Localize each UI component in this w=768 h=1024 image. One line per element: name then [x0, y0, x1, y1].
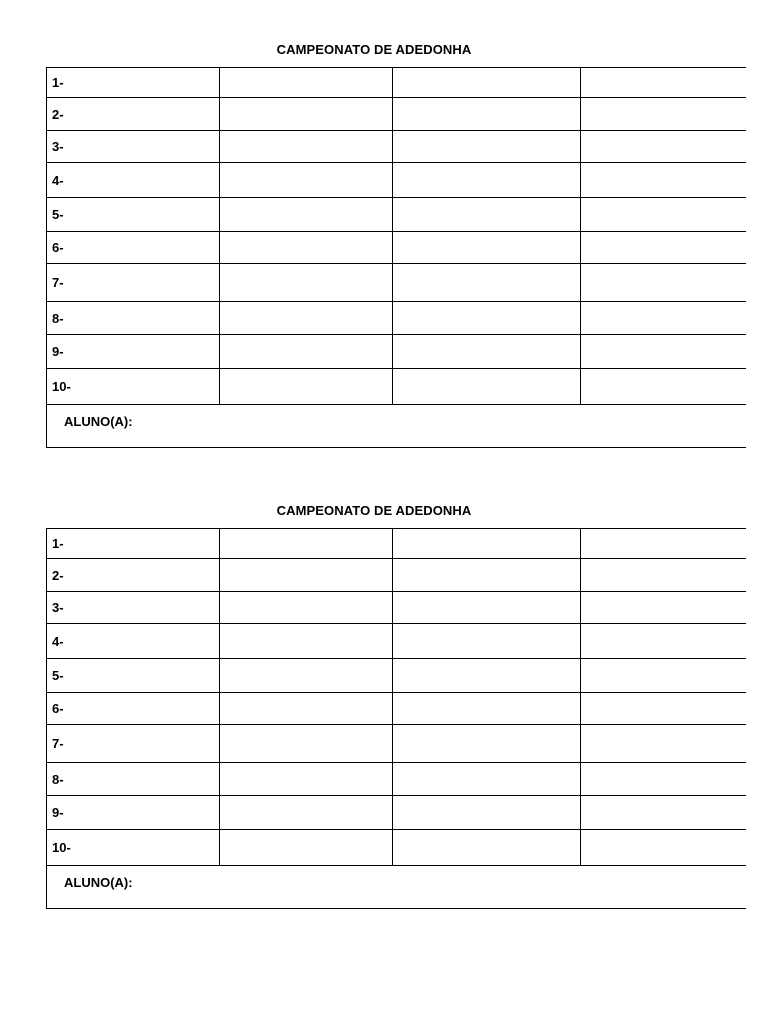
- student-name-row[interactable]: [47, 866, 746, 908]
- answer-cell[interactable]: [393, 98, 582, 130]
- table-row: [47, 529, 746, 559]
- score-table: [46, 67, 746, 448]
- table-row: [47, 693, 746, 725]
- answer-cell[interactable]: [393, 131, 582, 162]
- answer-cell[interactable]: [393, 559, 582, 591]
- table-row: [47, 796, 746, 830]
- table-row: [47, 68, 746, 98]
- answer-cell[interactable]: [393, 264, 582, 301]
- table-row: [47, 369, 746, 405]
- answer-cell[interactable]: [393, 232, 582, 263]
- answer-cell[interactable]: [220, 131, 393, 162]
- row-number: 1-: [47, 68, 220, 97]
- table-row: [47, 763, 746, 796]
- table-row: [47, 624, 746, 659]
- answer-cell[interactable]: [220, 232, 393, 263]
- row-number: 9-: [47, 335, 220, 368]
- answer-cell[interactable]: [581, 830, 746, 865]
- row-number: 8-: [47, 763, 220, 795]
- row-number: 10-: [47, 830, 220, 865]
- row-number: 8-: [47, 302, 220, 334]
- table-row: [47, 131, 746, 163]
- student-name-row[interactable]: [47, 405, 746, 447]
- row-number: 2-: [47, 98, 220, 130]
- answer-cell[interactable]: [581, 796, 746, 829]
- answer-cell[interactable]: [581, 529, 746, 558]
- answer-cell[interactable]: [581, 98, 746, 130]
- answer-cell[interactable]: [220, 335, 393, 368]
- table-row: [47, 659, 746, 693]
- table-row: [47, 163, 746, 198]
- answer-cell[interactable]: [393, 693, 582, 724]
- answer-cell[interactable]: [581, 369, 746, 404]
- table-row: [47, 302, 746, 335]
- table-row: [47, 559, 746, 592]
- answer-cell[interactable]: [581, 264, 746, 301]
- row-number: 5-: [47, 659, 220, 692]
- answer-cell[interactable]: [220, 559, 393, 591]
- answer-cell[interactable]: [220, 264, 393, 301]
- row-number: 10-: [47, 369, 220, 404]
- answer-cell[interactable]: [581, 302, 746, 334]
- row-number: 7-: [47, 264, 220, 301]
- table-row: [47, 264, 746, 302]
- answer-cell[interactable]: [581, 232, 746, 263]
- answer-cell[interactable]: [581, 592, 746, 623]
- answer-cell[interactable]: [220, 529, 393, 558]
- table-row: [47, 725, 746, 763]
- answer-cell[interactable]: [581, 68, 746, 97]
- table-row: [47, 198, 746, 232]
- student-name-label: ALUNO(A):: [64, 414, 133, 429]
- answer-cell[interactable]: [393, 163, 582, 197]
- row-number: 3-: [47, 592, 220, 623]
- answer-cell[interactable]: [220, 659, 393, 692]
- answer-cell[interactable]: [393, 592, 582, 623]
- answer-cell[interactable]: [581, 559, 746, 591]
- row-number: 6-: [47, 693, 220, 724]
- answer-cell[interactable]: [220, 302, 393, 334]
- answer-cell[interactable]: [220, 693, 393, 724]
- answer-cell[interactable]: [581, 659, 746, 692]
- answer-cell[interactable]: [220, 592, 393, 623]
- answer-cell[interactable]: [393, 830, 582, 865]
- row-number: 4-: [47, 624, 220, 658]
- answer-cell[interactable]: [393, 302, 582, 334]
- answer-cell[interactable]: [220, 198, 393, 231]
- table-row: [47, 830, 746, 866]
- answer-cell[interactable]: [581, 693, 746, 724]
- answer-cell[interactable]: [220, 725, 393, 762]
- answer-cell[interactable]: [220, 163, 393, 197]
- score-table: [46, 528, 746, 909]
- row-number: 9-: [47, 796, 220, 829]
- answer-cell[interactable]: [220, 98, 393, 130]
- row-number: 5-: [47, 198, 220, 231]
- answer-cell[interactable]: [220, 796, 393, 829]
- answer-cell[interactable]: [220, 68, 393, 97]
- answer-cell[interactable]: [220, 369, 393, 404]
- answer-cell[interactable]: [581, 725, 746, 762]
- answer-cell[interactable]: [220, 624, 393, 658]
- answer-cell[interactable]: [393, 335, 582, 368]
- table-row: [47, 98, 746, 131]
- answer-cell[interactable]: [220, 763, 393, 795]
- answer-cell[interactable]: [393, 763, 582, 795]
- answer-cell[interactable]: [393, 529, 582, 558]
- answer-cell[interactable]: [581, 163, 746, 197]
- student-name-label: ALUNO(A):: [64, 875, 133, 890]
- row-number: 1-: [47, 529, 220, 558]
- answer-cell[interactable]: [220, 830, 393, 865]
- table-row: [47, 232, 746, 264]
- answer-cell[interactable]: [393, 796, 582, 829]
- row-number: 7-: [47, 725, 220, 762]
- answer-cell[interactable]: [393, 198, 582, 231]
- row-number: 3-: [47, 131, 220, 162]
- answer-cell[interactable]: [393, 369, 582, 404]
- answer-cell[interactable]: [581, 624, 746, 658]
- answer-cell[interactable]: [581, 763, 746, 795]
- sheet-title: CAMPEONATO DE ADEDONHA: [276, 503, 472, 518]
- row-number: 6-: [47, 232, 220, 263]
- answer-cell[interactable]: [393, 659, 582, 692]
- row-number: 2-: [47, 559, 220, 591]
- table-row: [47, 335, 746, 369]
- answer-cell[interactable]: [393, 624, 582, 658]
- row-number: 4-: [47, 163, 220, 197]
- answer-cell[interactable]: [581, 131, 746, 162]
- answer-cell[interactable]: [581, 198, 746, 231]
- answer-cell[interactable]: [581, 335, 746, 368]
- answer-cell[interactable]: [393, 725, 582, 762]
- sheet-title: CAMPEONATO DE ADEDONHA: [276, 42, 472, 57]
- answer-cell[interactable]: [393, 68, 582, 97]
- table-row: [47, 592, 746, 624]
